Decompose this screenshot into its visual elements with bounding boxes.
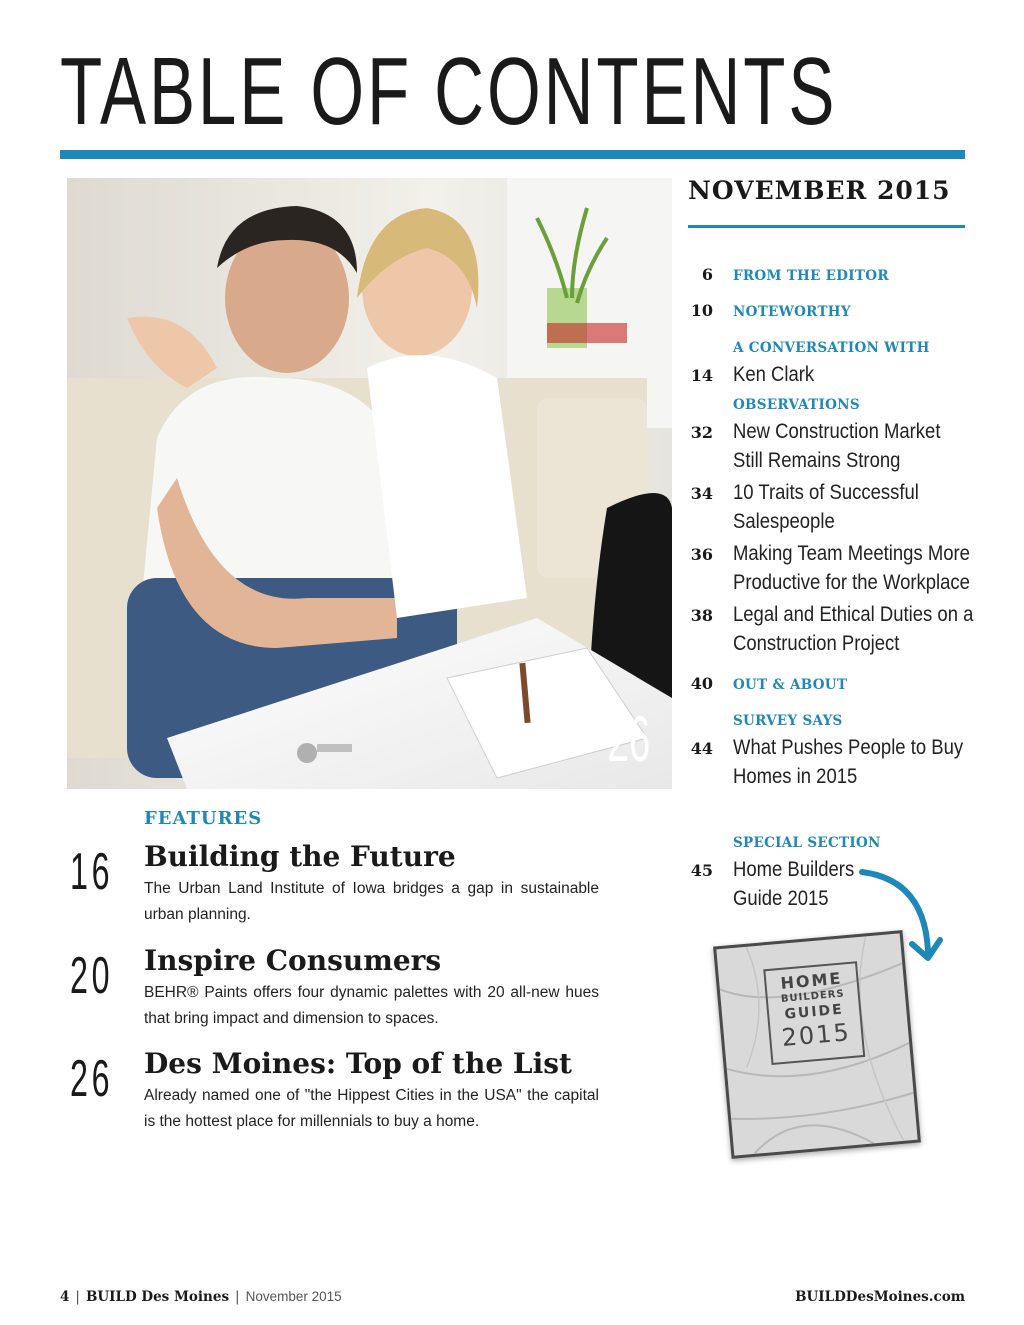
- footer-page-number: 4: [60, 1289, 70, 1305]
- guide-cover-image[interactable]: [713, 930, 921, 1159]
- guide-cover-text: 2015: [780, 1018, 852, 1052]
- feature-photo: [67, 178, 672, 789]
- toc-article-title: Ken Clark: [733, 363, 815, 386]
- toc-article-title-line1: 10 Traits of Successful: [733, 481, 919, 504]
- toc-section-label: NOTEWORTHY: [733, 304, 851, 320]
- toc-page-number: 40: [690, 674, 713, 693]
- photo-page-number: 26: [607, 703, 650, 775]
- feature-title: Des Moines: Top of the List: [144, 1047, 572, 1080]
- toc-section-label: OBSERVATIONS: [733, 397, 860, 413]
- toc-article-title-line1: Making Team Meetings More: [733, 542, 970, 565]
- feature-description: Already named one of "the Hippest Cities in the USA" the capital is the hottest place for millennials to buy a home.: [144, 1087, 599, 1130]
- toc-page-number: 32: [690, 423, 713, 442]
- toc-section-label: SURVEY SAYS: [733, 713, 843, 729]
- feature-page-number: 20: [70, 947, 114, 1005]
- toc-page-number: 38: [690, 606, 713, 625]
- feature-description: The Urban Land Institute of Iowa bridges a gap in sustainable urban planning.: [144, 880, 599, 923]
- toc-section-label: OUT & ABOUT: [733, 677, 848, 693]
- issue-divider: [688, 225, 965, 228]
- toc-article-title-line2: Salespeople: [733, 510, 835, 533]
- toc-article-title-line1: What Pushes People to Buy: [733, 736, 964, 759]
- feature-page-number: 26: [70, 1050, 114, 1108]
- guide-cover-frame: [763, 961, 865, 1065]
- couple-photo-illustration: [67, 178, 672, 789]
- toc-article-title-line2: Still Remains Strong: [733, 449, 901, 472]
- page-title: TABLE OF CONTENTS: [60, 38, 838, 145]
- toc-article-title-line2: Homes in 2015: [733, 765, 858, 788]
- footer-left: 4 | BUILD Des Moines | November 2015: [60, 1289, 342, 1305]
- toc-section-label: SPECIAL SECTION: [733, 835, 881, 851]
- toc-section-label: A CONVERSATION WITH: [733, 340, 930, 356]
- toc-section-label: FROM THE EDITOR: [733, 268, 889, 284]
- toc-article-title-line1: New Construction Market: [733, 420, 941, 443]
- toc-page-number: 6: [701, 265, 713, 284]
- title-divider: [60, 150, 965, 159]
- feature-title: Building the Future: [144, 840, 456, 873]
- features-heading: FEATURES: [144, 808, 263, 829]
- toc-article-title-line2: Guide 2015: [733, 887, 829, 910]
- toc-article-title-line2: Construction Project: [733, 632, 900, 655]
- issue-date: NOVEMBER 2015: [688, 176, 951, 205]
- toc-page-number: 36: [690, 545, 713, 564]
- toc-article-title-line1: Home Builders: [733, 858, 855, 881]
- feature-description: BEHR® Paints offers four dynamic palettes with 20 all-new hues that bring impact and dimension to spaces.: [144, 984, 599, 1027]
- toc-article-title-line1: Legal and Ethical Duties on a: [733, 603, 974, 626]
- toc-page-number: 14: [690, 366, 713, 385]
- footer-month: November 2015: [245, 1289, 342, 1304]
- footer-publication: BUILD Des Moines: [85, 1289, 230, 1305]
- toc-page-number: 34: [690, 484, 713, 503]
- toc-article-title-line2: Productive for the Workplace: [733, 571, 970, 594]
- guide-cover-text: GUIDE: [783, 1001, 845, 1023]
- feature-title: Inspire Consumers: [144, 944, 442, 977]
- feature-page-number: 16: [70, 843, 114, 901]
- guide-cover-text: BUILDERS: [780, 988, 846, 1005]
- toc-page-number: 45: [690, 861, 713, 880]
- toc-page-number: 10: [690, 301, 713, 320]
- guide-cover-text: HOME: [779, 968, 844, 993]
- footer-website-link[interactable]: BUILDDesMoines.com: [795, 1289, 965, 1305]
- toc-page-number: 44: [690, 739, 713, 758]
